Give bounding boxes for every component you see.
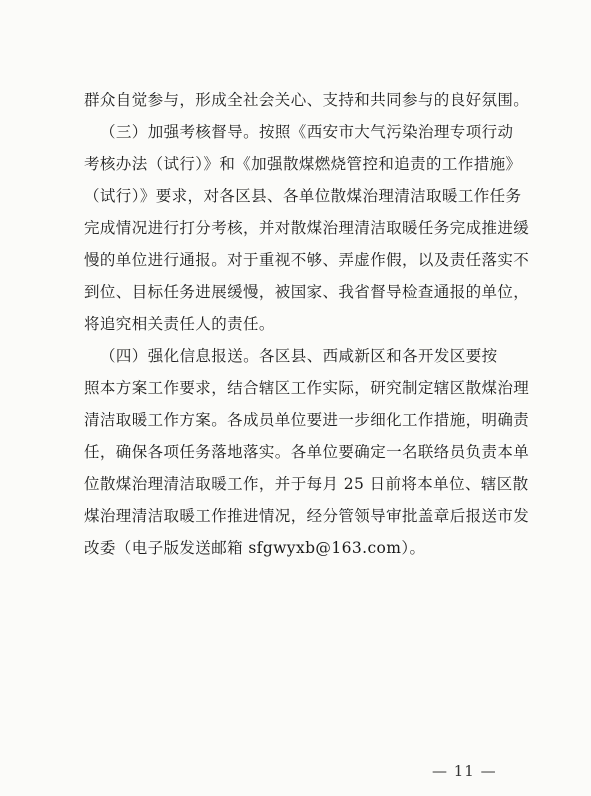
text-line: 完成情况进行打分考核，并对散煤治理清洁取暖任务完成推进缓 (84, 219, 530, 237)
paragraph-information-reporting (84, 340, 530, 564)
text-line: 将追究相关责任人的责任。 (84, 315, 275, 333)
text-line: 位散煤治理清洁取暖工作，并于每月 25 日前将本单位、辖区散 (84, 475, 529, 493)
text-line: 到位、目标任务进展缓慢，被国家、我省督导检查通报的单位， (84, 283, 530, 301)
text-line: 清洁取暖工作方案。各成员单位要进一步细化工作措施，明确责 (84, 411, 530, 429)
document-body (84, 84, 530, 564)
text-line: 任，确保各项任务落地落实。各单位要确定一名联络员负责本单 (84, 443, 530, 461)
paragraph-closing-text (84, 84, 530, 116)
text-line: 改委（电子版发送邮箱 sfgwyxb@163.com）。 (84, 539, 426, 557)
text-line: （试行）》要求，对各区县、各单位散煤治理清洁取暖工作任务 (84, 187, 522, 205)
text-line: 考核办法（试行）》和《加强散煤燃烧管控和追责的工作措施》 (84, 155, 522, 173)
page-number: — 11 — (432, 762, 497, 780)
text-line: （四）强化信息报送。各区县、西咸新区和各开发区要按 (100, 347, 498, 365)
text-line: 群众自觉参与，形成全社会关心、支持和共同参与的良好氛围。 (84, 91, 530, 109)
text-line: 照本方案工作要求，结合辖区工作实际，研究制定辖区散煤治理 (84, 379, 530, 397)
text-line: 煤治理清洁取暖工作推进情况，经分管领导审批盖章后报送市发 (84, 507, 530, 525)
text-line: 慢的单位进行通报。对于重视不够、弄虚作假，以及责任落实不 (84, 251, 530, 269)
text-line: （三）加强考核督导。按照《西安市大气污染治理专项行动 (100, 123, 514, 141)
paragraph-assessment-supervision (84, 116, 530, 340)
